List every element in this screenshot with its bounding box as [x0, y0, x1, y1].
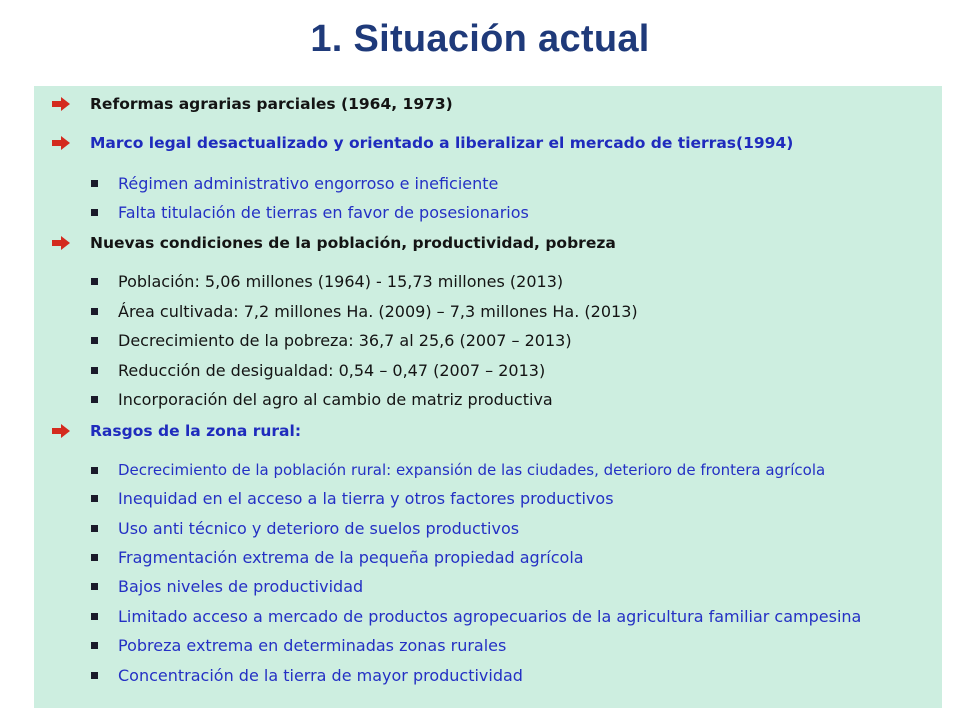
- list-item: Bajos niveles de productividad: [34, 577, 960, 596]
- square-bullet-icon: [91, 209, 98, 216]
- square-bullet-icon: [91, 337, 98, 344]
- list-item: Área cultivada: 7,2 millones Ha. (2009) – 7,3 millones Ha. (2013): [34, 302, 960, 321]
- list-item: Falta titulación de tierras en favor de posesionarios: [34, 203, 960, 222]
- list-item: Régimen administrativo engorroso e ineficiente: [34, 174, 960, 193]
- arrow-bullet-icon: [52, 136, 70, 150]
- list-item: Inequidad en el acceso a la tierra y otros factores productivos: [34, 489, 960, 508]
- list-item: Decrecimiento de la pobreza: 36,7 al 25,6 (2007 – 2013): [34, 331, 960, 350]
- list-item: Reducción de desigualdad: 0,54 – 0,47 (2007 – 2013): [34, 361, 960, 380]
- square-bullet-icon: [91, 180, 98, 187]
- arrow-bullet-icon: [52, 424, 70, 438]
- list-item: Uso anti técnico y deterioro de suelos productivos: [34, 519, 960, 538]
- square-bullet-icon: [91, 495, 98, 502]
- list-item: Concentración de la tierra de mayor productividad: [34, 666, 960, 685]
- square-bullet-icon: [91, 367, 98, 374]
- list-item: Decrecimiento de la población rural: expansión de las ciudades, deterioro de frontera agrícola: [34, 461, 960, 479]
- square-bullet-icon: [91, 613, 98, 620]
- square-bullet-icon: [91, 396, 98, 403]
- square-bullet-icon: [91, 467, 98, 474]
- section-heading: Rasgos de la zona rural:: [34, 422, 960, 440]
- list-item: Fragmentación extrema de la pequeña propiedad agrícola: [34, 548, 960, 567]
- list-item: Población: 5,06 millones (1964) - 15,73 millones (2013): [34, 272, 960, 291]
- square-bullet-icon: [91, 583, 98, 590]
- square-bullet-icon: [91, 554, 98, 561]
- section-heading: Marco legal desactualizado y orientado a liberalizar el mercado de tierras(1994): [34, 134, 960, 152]
- list-item: Limitado acceso a mercado de productos agropecuarios de la agricultura familiar campesina: [34, 607, 960, 626]
- list-item: Pobreza extrema en determinadas zonas rurales: [34, 636, 960, 655]
- section-heading: Reformas agrarias parciales (1964, 1973): [34, 95, 960, 113]
- page-title: 1. Situación actual: [310, 18, 650, 60]
- arrow-bullet-icon: [52, 236, 70, 250]
- content-panel: [34, 86, 942, 708]
- square-bullet-icon: [91, 278, 98, 285]
- square-bullet-icon: [91, 525, 98, 532]
- square-bullet-icon: [91, 672, 98, 679]
- square-bullet-icon: [91, 308, 98, 315]
- list-item: Incorporación del agro al cambio de matriz productiva: [34, 390, 960, 409]
- square-bullet-icon: [91, 642, 98, 649]
- arrow-bullet-icon: [52, 97, 70, 111]
- section-heading: Nuevas condiciones de la población, productividad, pobreza: [34, 234, 960, 252]
